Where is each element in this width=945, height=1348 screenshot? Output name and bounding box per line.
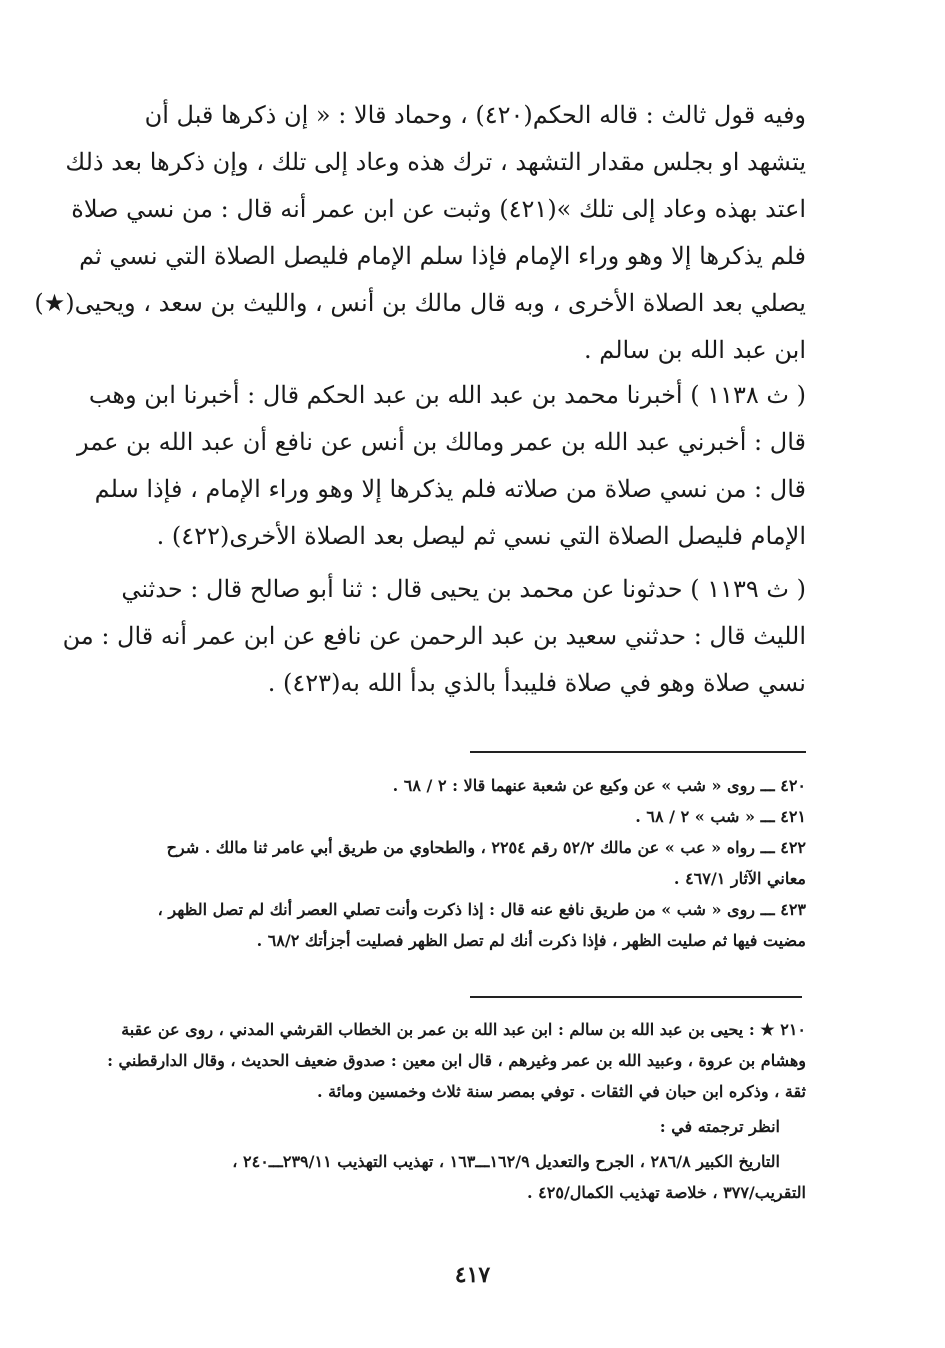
text-line: وفيه قول ثالث : قاله الحكم(٤٢٠) ، وحماد قالا : « إن ذكرها قبل أن: [144, 101, 806, 129]
paragraph-2: [76, 372, 806, 560]
paragraph-3: [62, 566, 806, 707]
text-line: ابن عبد الله بن سالم .: [584, 336, 806, 364]
biography-line: وهشام بن عروة ، وعبيد الله بن عمر وغيرهم ، قال ابن معين : صدوق ضعيف الحديث ، وقال الدارقطني :: [107, 1051, 806, 1070]
text-line: نسي صلاة وهو في صلاة فليبدأ بالذي بدأ الله به(٤٢٣) .: [267, 669, 806, 697]
text-line: ( ث ١١٣٨ ) أخبرنا محمد بن عبد الله بن عبد الحكم قال : أخبرنا ابن وهب: [88, 381, 806, 409]
text-line: الإمام فليصل الصلاة التي نسي ثم ليصل بعد الصلاة الأخرى(٤٢٢) .: [156, 522, 806, 550]
footnote-divider: [470, 751, 806, 753]
see-label: انظر ترجمته في :: [659, 1117, 780, 1136]
text-line: الليث قال : حدثني سعيد بن عبد الرحمن عن نافع عن ابن عمر أنه قال : من: [62, 622, 806, 650]
footnotes: [138, 770, 806, 956]
footnote-423-cont: مضيت فيها ثم صليت الظهر ، فإذا ذكرت أنك لم تصل الظهر فصليت أجزأتك ٦٨/٢ .: [256, 931, 806, 950]
text-line: يتشهد او بجلس مقدار التشهد ، ترك هذه وعاد إلى تلك ، وإن ذكرها بعد ذلك: [65, 148, 806, 176]
biography-line: ٢١٠ ★ : يحيى بن عبد الله بن سالم : ابن عبد الله بن عمر بن الخطاب القرشي المدني ، روى عن عقبة: [121, 1020, 806, 1039]
footnote-420: ٤٢٠ ـــ روى « شب » عن وكيع عن شعبة عنهما قالا : ٢ / ٦٨ .: [392, 776, 806, 795]
text-line: اعتد بهذه وعاد إلى تلك »(٤٢١) وثبت عن ابن عمر أنه قال : من نسي صلاة: [71, 195, 806, 223]
biography-note: [107, 1014, 806, 1208]
text-line: فلم يذكرها إلا وهو وراء الإمام فإذا سلم الإمام فليصل الصلاة التي نسي ثم: [79, 242, 806, 270]
biography-source: التقريب/٣٧٧ ، خلاصة تهذيب الكمال/٤٢٥ .: [527, 1183, 806, 1202]
footnote-421: ٤٢١ ـــ « شب » ٢ / ٦٨ .: [635, 807, 806, 826]
paragraph-1: [34, 92, 806, 374]
footnote-422: ٤٢٢ ـــ رواه « عب » عن مالك ٥٢/٢ رقم ٢٢٥٤ ، والطحاوي من طريق أبي عامر ثنا مالك . شرح: [166, 838, 806, 857]
text-line: قال : أخبرني عبد الله بن عمر ومالك بن أنس عن نافع أن عبد الله بن عمر: [76, 428, 806, 456]
text-line: ( ث ١١٣٩ ) حدثونا عن محمد بن يحيى قال : ثنا أبو صالح قال : حدثني: [121, 575, 806, 603]
text-line: قال : من نسي صلاة من صلاته فلم يذكرها إلا وهو وراء الإمام ، فإذا سلم: [94, 475, 806, 503]
footnote-423: ٤٢٣ ـــ روى « شب » من طريق نافع عنه قال : إذا ذكرت وأنت تصلي العصر أنك لم تصل الظهر ،: [157, 900, 806, 919]
footnote-422-cont: معاني الآثار ٤٦٧/١ .: [673, 869, 806, 888]
page-number: ٤١٧: [454, 1262, 491, 1288]
biography-divider: [470, 996, 802, 998]
text-line: يصلي بعد الصلاة الأخرى ، وبه قال مالك بن أنس ، والليث بن سعد ، ويحيى(★): [34, 289, 806, 317]
biography-source: التاريخ الكبير ٢٨٦/٨ ، الجرح والتعديل ١٦٢/٩ـــ١٦٣ ، تهذيب التهذيب ٢٣٩/١١ـــ٢٤٠ ،: [232, 1152, 780, 1171]
biography-line: ثقة ، وذكره ابن حبان في الثقات . توفي بمصر سنة ثلاث وخمسين ومائة .: [316, 1082, 806, 1101]
